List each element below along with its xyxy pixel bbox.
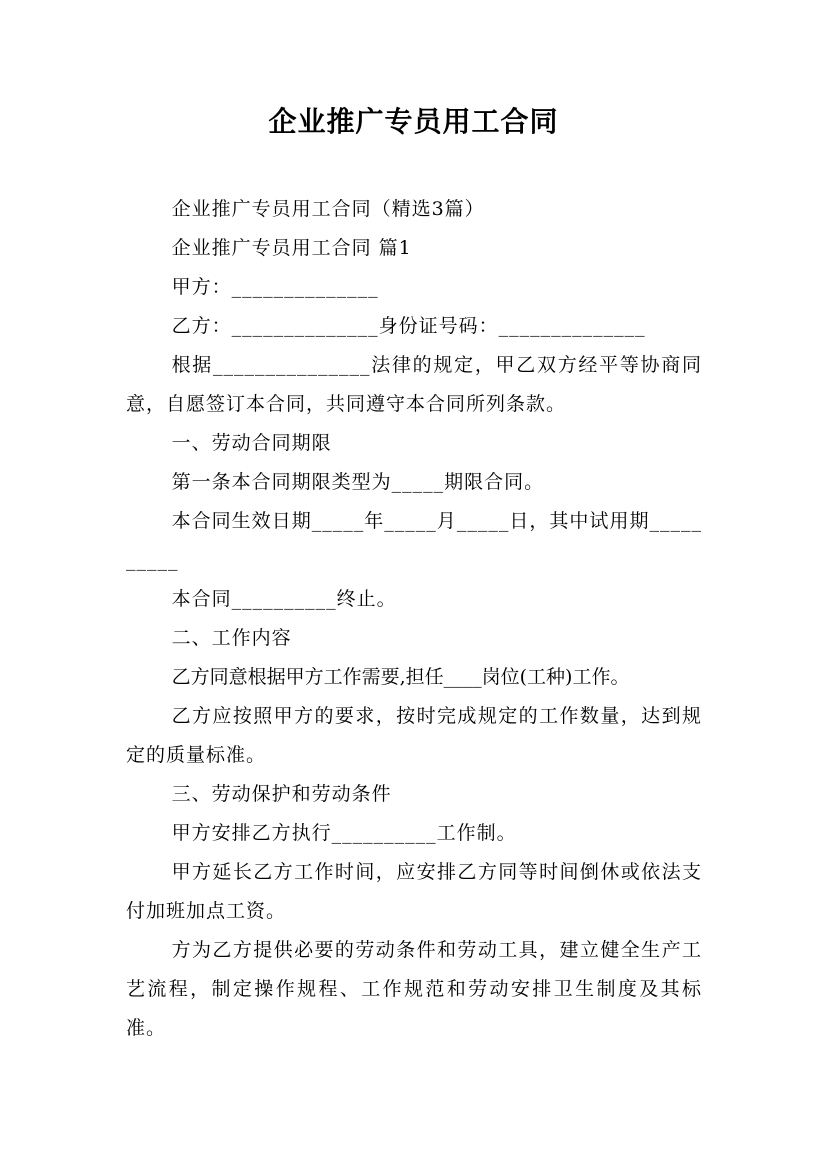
paragraph-section-heading: 企业推广专员用工合同 篇1 <box>171 237 412 259</box>
paragraph-clause-1: 第一条本合同期限类型为_____期限合同。 <box>171 471 545 493</box>
paragraph-preamble: 根据_______________法律的规定，甲乙双方经平等协商同意，自愿签订本合同，共同遵守本合同所列条款。 <box>126 354 702 415</box>
paragraph-heading-work: 二、工作内容 <box>171 627 292 649</box>
document-body <box>126 190 702 1048</box>
paragraph-party-a: 甲方：______________ <box>171 276 379 298</box>
paragraph-conditions: 方为乙方提供必要的劳动条件和劳动工具，建立健全生产工艺流程，制定操作规程、工作规范和劳动安排卫生制度及其标准。 <box>126 939 702 1039</box>
paragraph-work-system: 甲方安排乙方执行__________工作制。 <box>171 822 517 844</box>
paragraph-effective-date: 本合同生效日期_____年_____月_____日，其中试用期__________ <box>126 510 702 571</box>
paragraph-requirements: 乙方应按照甲方的要求，按时完成规定的工作数量，达到规定的质量标准。 <box>126 705 702 766</box>
paragraph-position: 乙方同意根据甲方工作需要,担任____岗位(工种)工作。 <box>171 666 630 688</box>
document-title: 企业推广专员用工合同 <box>268 105 559 138</box>
paragraph-termination: 本合同__________终止。 <box>171 588 397 610</box>
paragraph-party-b: 乙方：______________身份证号码：______________ <box>171 315 646 337</box>
paragraph-heading-protection: 三、劳动保护和劳动条件 <box>171 783 392 805</box>
paragraph-subtitle: 企业推广专员用工合同（精选3篇） <box>171 198 485 220</box>
paragraph-overtime: 甲方延长乙方工作时间，应安排乙方同等时间倒休或依法支付加班加点工资。 <box>126 861 702 922</box>
paragraph-heading-term: 一、劳动合同期限 <box>171 432 332 454</box>
